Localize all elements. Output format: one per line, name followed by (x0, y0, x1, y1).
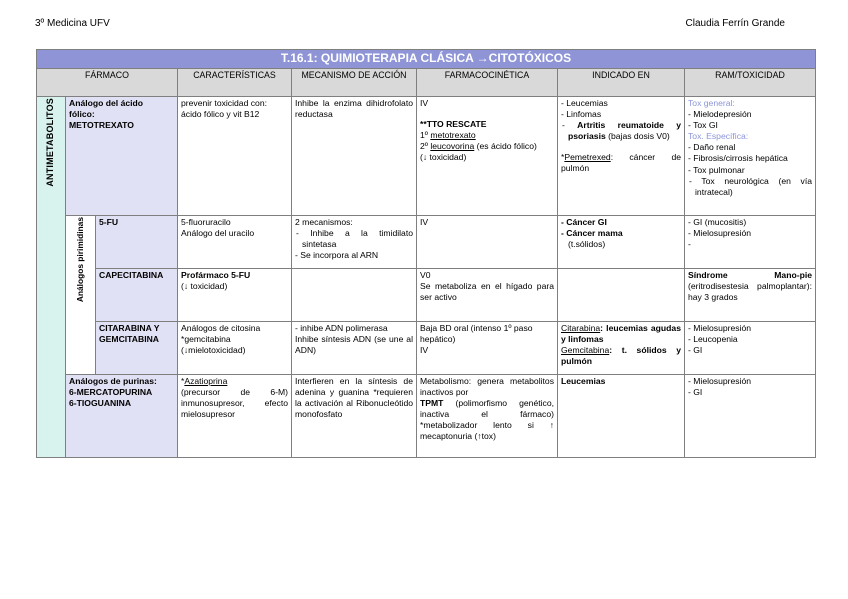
drug-metotrexato: Análogo del ácido fólico: METOTREXATO (66, 96, 178, 215)
mecanismo-5fu: 2 mecanismos: - Inhibe a la timidilato sintetasa - Se incorpora al ARN (292, 215, 417, 268)
table-row-capecitabina (37, 268, 816, 321)
indicado-capecitabina (558, 268, 685, 321)
caract-capecitabina: Profármaco 5-FU (↓ toxicidad) (178, 268, 292, 321)
drug-capecitabina: CAPECITABINA (96, 268, 178, 321)
col-header-caracteristicas: CARACTERÍSTICAS (178, 68, 292, 96)
mecanismo-purinas: Interfieren en la síntesis de adenina y guanina *requieren la activación al Ribonucleótido monofosfato (292, 374, 417, 457)
caract-metotrexato: prevenir toxicidad con: ácido fólico y vit B12 (178, 96, 292, 215)
subgroup-pirimidinas (66, 215, 96, 374)
indicado-purinas: Leucemias (558, 374, 685, 457)
caract-purinas: *Azatioprina (precursor de 6-M) inmunosupresor, efecto mielosupresor (178, 374, 292, 457)
col-header-ram: RAM/TOXICIDAD (685, 68, 816, 96)
drug-5fu: 5-FU (96, 215, 178, 268)
table-row-citarabina (37, 321, 816, 374)
mecanismo-citarabina: - inhibe ADN polimerasa Inhibe síntesis ADN (se une al ADN) (292, 321, 417, 374)
col-header-indicado: INDICADO EN (558, 68, 685, 96)
col-header-mecanismo: MECANISMO DE ACCIÓN (292, 68, 417, 96)
ram-5fu: - GI (mucositis) - Mielosupresión - (685, 215, 816, 268)
table-row-metotrexato (37, 96, 816, 215)
farmacocinetica-citarabina: Baja BD oral (intenso 1º paso hepático) IV (417, 321, 558, 374)
indicado-5fu: - Cáncer GI - Cáncer mama (t.sólidos) (558, 215, 685, 268)
drug-citarabina-gemcitabina: CITARABINA Y GEMCITABINA (96, 321, 178, 374)
ram-citarabina: - Mielosupresión - Leucopenia - GI (685, 321, 816, 374)
header-author: Claudia Ferrín Grande (685, 18, 785, 29)
farmacocinetica-capecitabina: V0 Se metaboliza en el hígado para ser activo (417, 268, 558, 321)
mecanismo-capecitabina (292, 268, 417, 321)
farmacocinetica-metotrexato: IV **TTO RESCATE 1º metotrexato 2º leucovorina (es ácido fólico) (↓ toxicidad) (417, 96, 558, 215)
mecanismo-metotrexato: Inhibe la enzima dihidrofolato reductasa (292, 96, 417, 215)
farmacocinetica-5fu: IV (417, 215, 558, 268)
table-title: T.16.1: QUIMIOTERAPIA CLÁSICA →CITOTÓXICOS (37, 50, 816, 69)
chemotherapy-table (36, 49, 816, 458)
col-header-farmaco: FÁRMACO (37, 68, 178, 96)
ram-capecitabina: Síndrome Mano-pie (eritrodisestesia palmoplantar): hay 3 grados (685, 268, 816, 321)
table-row-5fu (37, 215, 816, 268)
table-row-purinas (37, 374, 816, 457)
ram-metotrexato: Tox general: - Mielodepresión - Tox GI Tox. Específica: - Daño renal - Fibrosis/cirrosis hepática - Tox pulmonar - Tox neurológica (en vía intratecal) (685, 96, 816, 215)
farmacocinetica-purinas: Metabolismo: genera metabolitos inactivos por TPMT (polimorfismo genético, inactiva el fármaco) *metabolizador lento si ↑ mecaptonuria (↑tox) (417, 374, 558, 457)
caract-citarabina: Análogos de citosina *gemcitabina (↓mielotoxicidad) (178, 321, 292, 374)
drug-purinas: Análogos de purinas: 6-MERCATOPURINA 6-TIOGUANINA (66, 374, 178, 457)
col-header-farmacocinetica: FARMACOCINÉTICA (417, 68, 558, 96)
ram-purinas: - Mielosupresión - GI (685, 374, 816, 457)
group-label: ANTIMETABOLITOS (45, 97, 56, 187)
group-antimetabolitos (37, 96, 66, 457)
indicado-citarabina: Citarabina: leucemias agudas y linfomas Gemcitabina: t. sólidos y pulmón (558, 321, 685, 374)
subgroup-label: Análogos pirimidinas (75, 216, 86, 302)
caract-5fu: 5-fluoruracilo Análogo del uracilo (178, 215, 292, 268)
indicado-metotrexato: - Leucemias - Linfomas - Artritis reumatoide y psoriasis (bajas dosis V0) *Pemetrexed: cáncer de pulmón (558, 96, 685, 215)
header-course: 3º Medicina UFV (35, 18, 110, 29)
